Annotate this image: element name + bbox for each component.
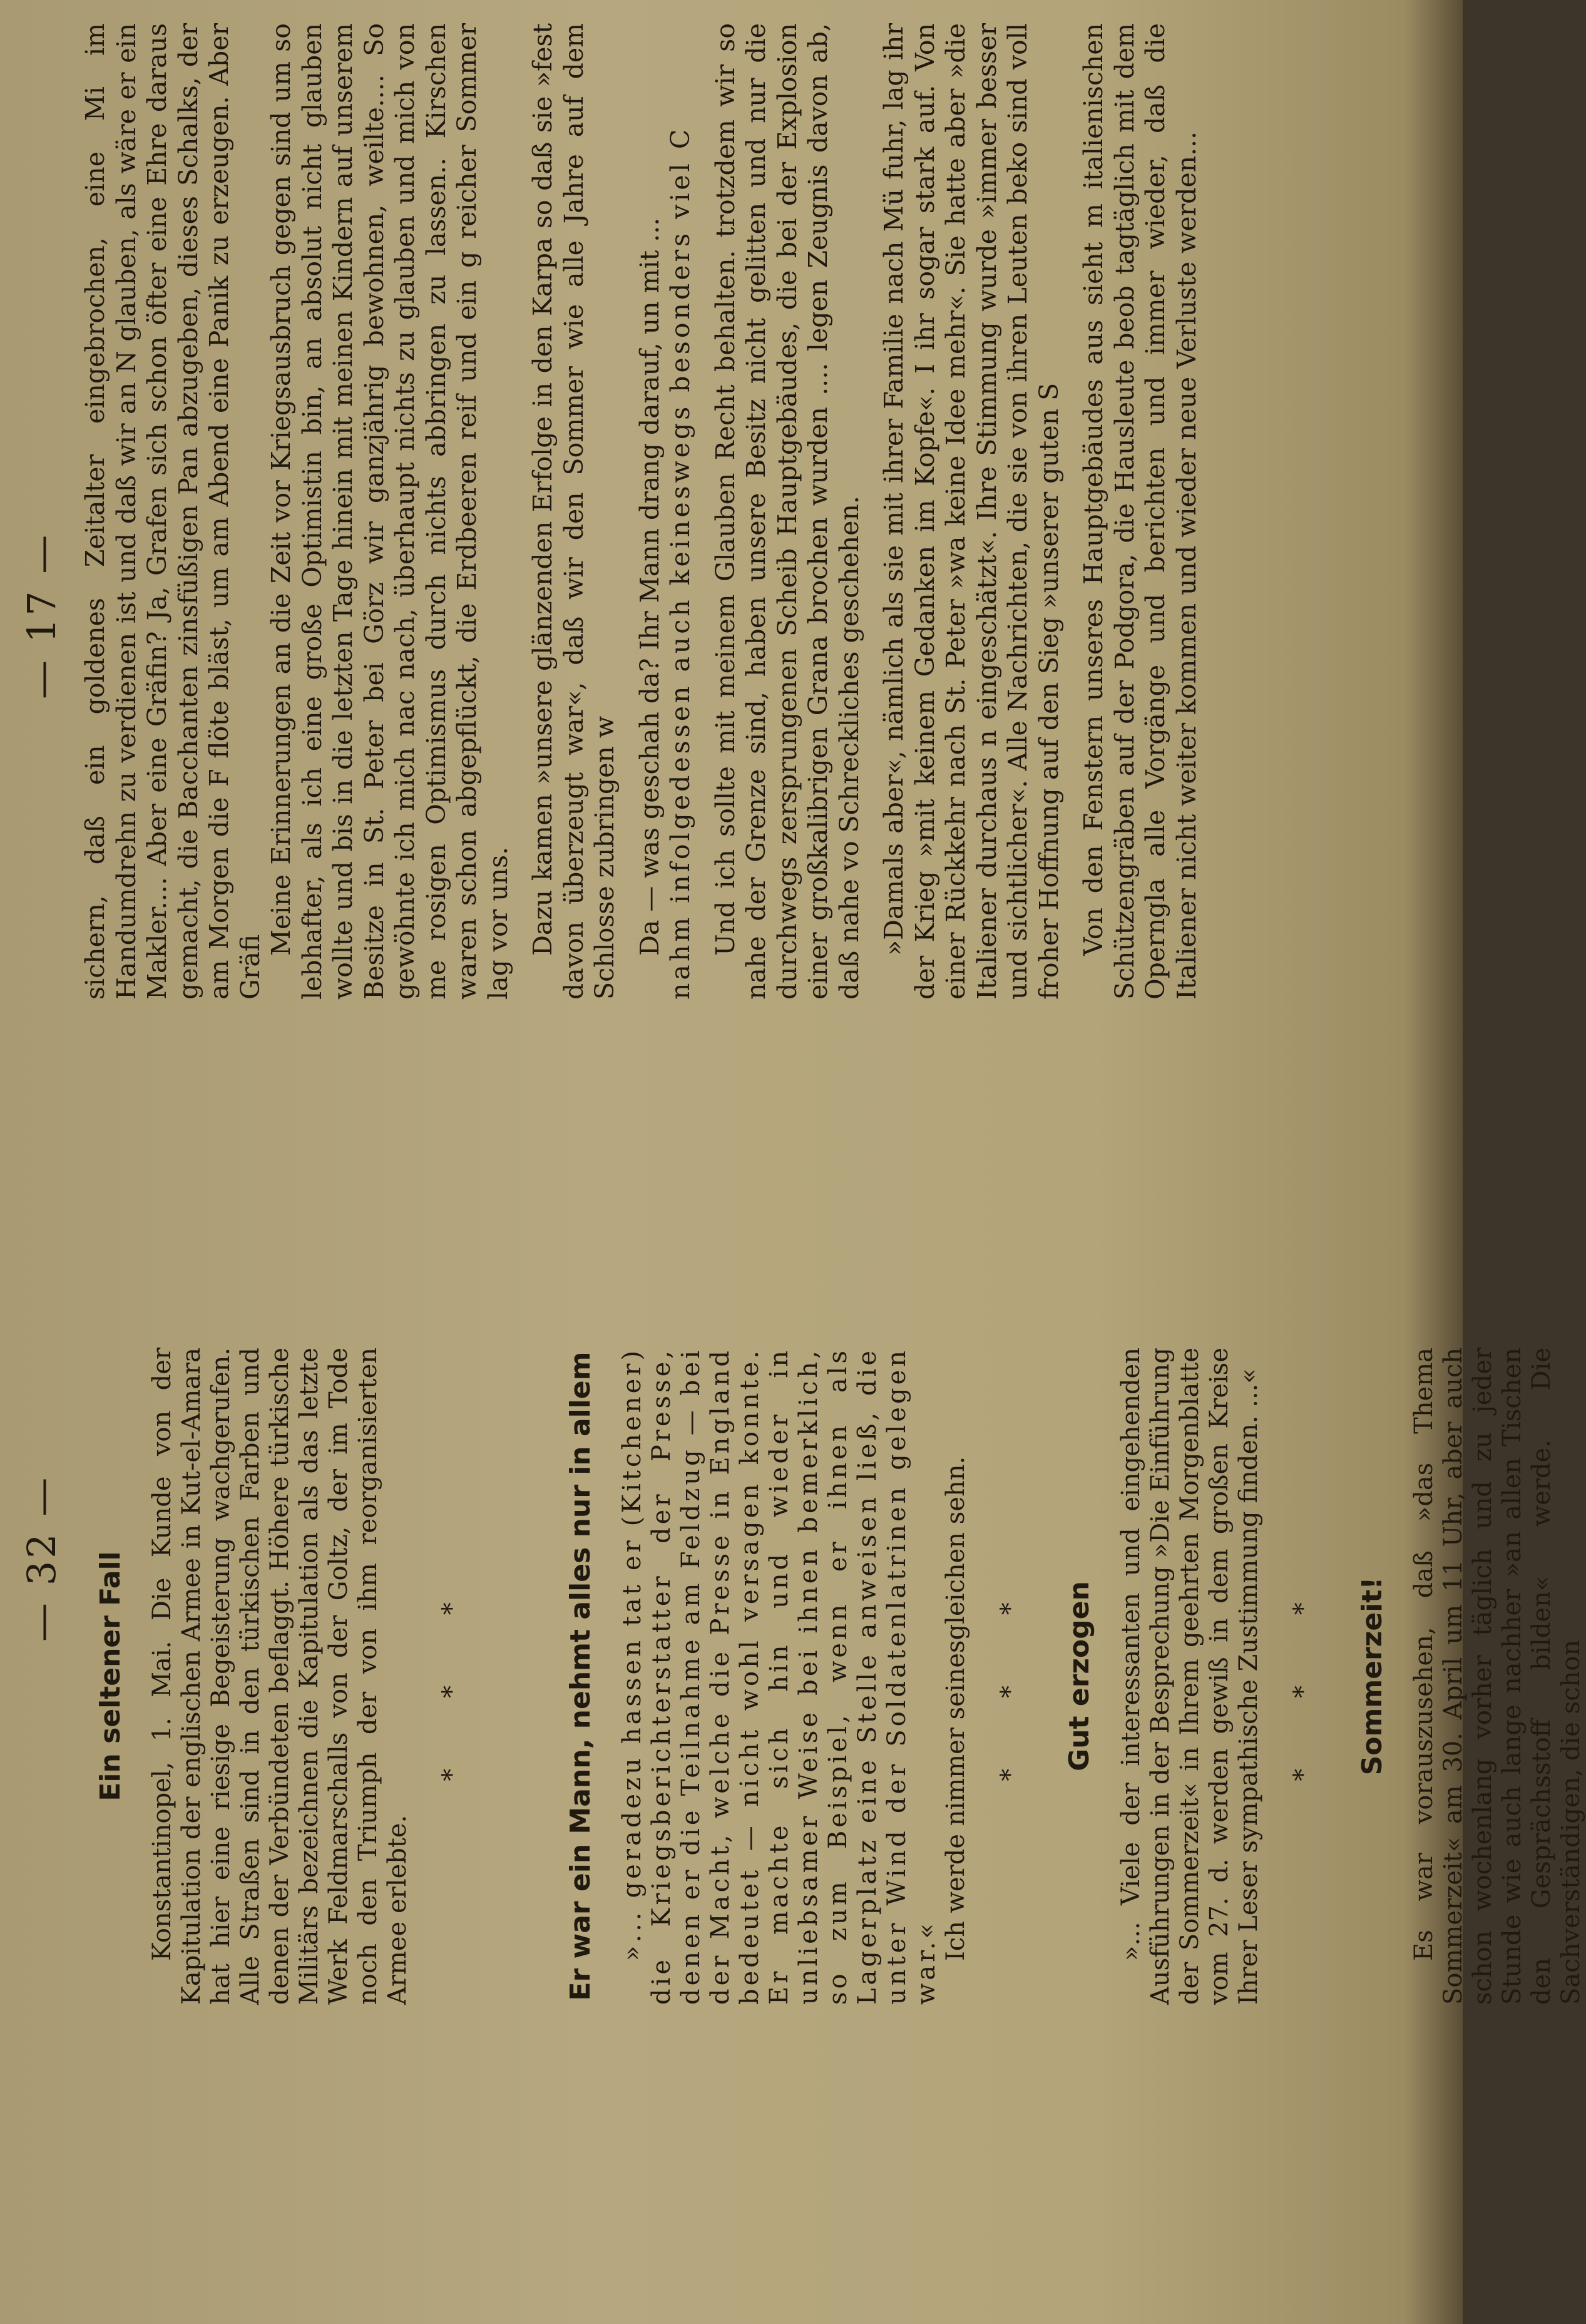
page-32 <box>0 1162 1585 2324</box>
paragraph-vorauszusehen: Es war vorauszusehen, daß »das Thema Sommerzeit« am 30. April um 11 Uhr, aber auch schon wochenlang vorher täglich und zu jeder Stunde wie auch lange nachher »an allen Tischen den Gesprächsstoff bilden« werde. Die Sachverständigen, die schon <box>1409 1348 1585 2005</box>
page-number-32: — 32 — <box>19 1475 64 1642</box>
page-number-17: — 17 — <box>19 532 64 699</box>
page-17 <box>0 1 1463 1162</box>
paragraph-nimmer: Ich werde nimmer seinesgleichen sehn. <box>941 1456 970 1961</box>
paragraph-konstantinopel: Konstantinopel, 1. Mai. Die Kunde von der Kapitulation der englischen Armee in Kut-el-Amara hat hier eine riesige Begeisterung wachgerufen. Alle Straßen sind in den türkischen Farben und denen der Verbündeten beflaggt. Höhere türkische Militärs bezeichnen die Kapitulation als das letzte Werk Feldmarschalls von der Goltz, der im Tode noch den Triumph der von ihm reorganisierten Armee erlebte. <box>148 1348 412 2005</box>
heading-er-war-ein-mann: Er war ein Mann, nehmt alles nur in allem <box>565 1351 596 2001</box>
right-column <box>80 23 1202 1000</box>
paragraph-glauben-recht: Und ich sollte mit meinem Glauben Recht behalten. trotzdem wir so nahe der Grenze sind, haben unsere Besitz nicht gelitten und nur die durchwegs zersprungenen Scheib Hauptgebäudes, die bei der Explosion einer großkalibrigen Grana brochen wurden .... legen Zeugnis davon ab, daß nahe vo Schreckliches geschehen. <box>710 23 864 1000</box>
paragraph-fenstern: Von den Fenstern unseres Hauptgebäudes aus sieht m italienischen Schützengräben auf der Podgora, die Hausleute beob tagtäglich mit dem Operngla alle Vorgänge und berichten und immer wieder, daß die Italiener nicht weiter kommen und wieder neue Verluste werden... <box>1078 23 1202 1000</box>
paragraph-infolgedessen: nahm infolgedessen auch keineswegs besonders viel C <box>665 126 695 1000</box>
paragraph-sommerzeit-letter: »... Viele der interessanten und eingehenden Ausführungen in der Besprechung »Die Einführung der Sommerzeit« in Ihrem geehrten Morgenblatte vom 27. d. werden gewiß in dem großen Kreise Ihrer Leser sympathische Zustimmung finden. ...« <box>1117 1348 1263 2005</box>
heading-gut-erzogen: Gut erzogen <box>1063 1581 1095 1771</box>
separator-stars: * * * <box>437 1571 466 1781</box>
paragraph-sichern: sichern, daß ein goldenes Zeitalter eingebrochen, eine Mi im Handumdrehn zu verdienen ist und daß wir an N glauben, als wäre er ein Makler.... Aber eine Gräfin? Ja, Grafen sich schon öfter eine Ehre daraus gemacht, die Bacchanten zinsfüßigen Pan abzugeben, dieses Schalks, der am Morgen die F flöte bläst, um am Abend eine Panik zu erzeugen. Aber Gräfi <box>80 23 265 1000</box>
paragraph-karpathen: Dazu kamen »unsere glänzenden Erfolge in den Karpa so daß sie »fest davon überzeugt war«, daß wir den Sommer wie alle Jahre auf dem Schlosse zubringen w <box>528 23 620 1000</box>
heading-sommerzeit: Sommerzeit! <box>1356 1577 1388 1776</box>
heading-ein-seltener-fall: Ein seltener Fall <box>95 1551 126 1801</box>
separator-stars: * * * <box>996 1571 1025 1781</box>
paragraph-erinnerungen: Meine Erinnerungen an die Zeit vor Kriegsausbruch gegen sind um so lebhafter, als ich eine große Optimistin bin, an absolut nicht glauben wollte und bis in die letzten Tage hinein mit meinen Kindern auf unserem Besitze in St. Peter bei Görz wir ganzjährig bewohnen, weilte.... So gewöhnte ich mich nac nach, überhaupt nichts zu glauben und mich von me rosigen Optimismus durch nichts abbringen zu lassen.. Kirschen waren schon abgepflückt, die Erdbeeren reif und ein g reicher Sommer lag vor uns. <box>266 23 513 1000</box>
left-column <box>94 1348 1586 2005</box>
paragraph-da-was-geschah: Da — was geschah da? Ihr Mann drang darauf, un mit ... <box>634 217 665 956</box>
separator-stars: * * * <box>1289 1571 1317 1781</box>
paragraph-damals-aber: »Damals aber«, nämlich als sie mit ihrer Familie nach Mü fuhr, lag ihr der Krieg »mit keinem Gedanken im Kopfe«. I ihr sogar stark auf. Von einer Rückkehr nach St. Peter »wa keine Idee mehr«. Sie hatte aber »die Italiener durchaus n eingeschätzt«. Ihre Stimmung wurde »immer besser und sichtlicher«. Alle Nachrichten, die sie von ihren Leuten beko sind voll froher Hoffnung auf den Sieg »unserer guten S <box>879 23 1064 1000</box>
paragraph-kitchener: »... geradezu hassen tat er (Kitchener) die Kriegsberichterstatter der Presse, denen er die Teilnahme am Feldzug — bei der Macht, welche die Presse in England bedeutet — nicht wohl versagen konnte. Er machte sich hin und wieder in unliebsamer Weise bei ihnen bemerklich, so zum Beispiel, wenn er ihnen als Lagerplatz eine Stelle anweisen ließ, die unter Wind der Soldatenlatrinen gelegen war.« <box>618 1348 941 2005</box>
